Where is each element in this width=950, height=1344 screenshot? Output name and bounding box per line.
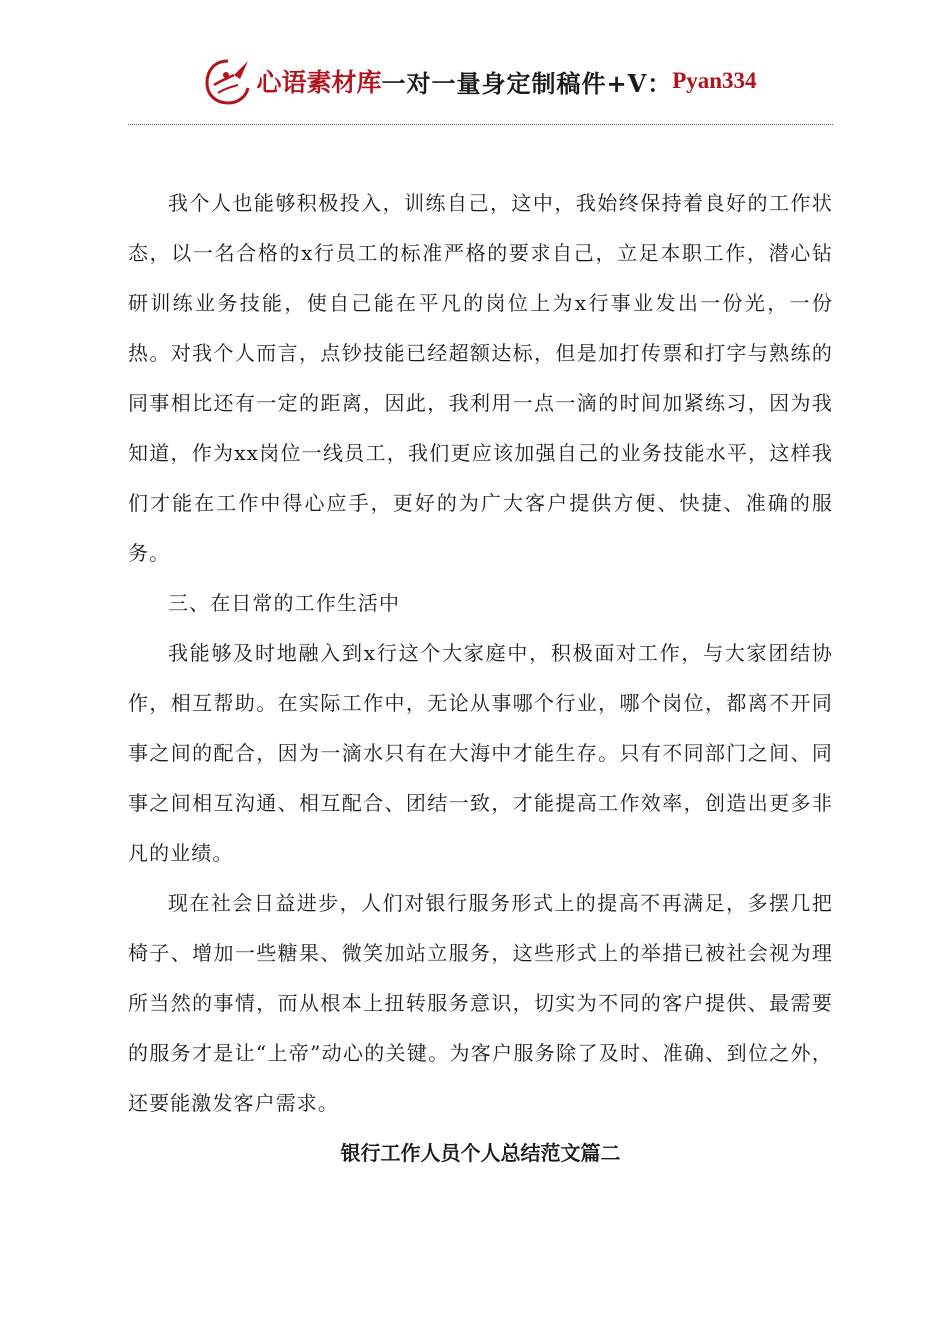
document-body [128, 178, 833, 1178]
subsection-heading: 三、在日常的工作生活中 [168, 591, 401, 615]
page-header [128, 50, 833, 112]
contact-id: Pyan334 [672, 68, 757, 93]
paragraph: 我个人也能够积极投入，训练自己，这中，我始终保持着良好的工作状态，以一名合格的x行员工的标准严格的要求自己，立足本职工作，潜心钻研训练业务技能，使自己能在平凡的岗位上为x行事业发出一份光，一份热。对我个人而言，点钞技能已经超额达标，但是加打传票和打字与熟练的同事相比还有一定的距离，因此，我利用一点一滴的时间加紧练习，因为我知道，作为xx岗位一线员工，我们更应该加强自己的业务技能水平，这样我们才能在工作中得心应手，更好的为广大客户提供方便、快捷、准确的服务。 [128, 191, 833, 565]
brand-name: 心语素材库 [256, 68, 382, 97]
header-slogan: 一对一量身定制稿件+V： [381, 68, 673, 98]
header-divider [128, 124, 833, 125]
paragraph: 现在社会日益进步，人们对银行服务形式上的提高不再满足，多摆几把椅子、增加一些糖果、微笑加站立服务，这些形式上的举措已被社会视为理所当然的事情，而从根本上扭转服务意识，切实为不同的客户提供、最需要的服务才是让“上帝”动心的关键。为客户服务除了及时、准确、到位之外，还要能激发客户需求。 [128, 891, 833, 1115]
paragraph: 我能够及时地融入到x行这个大家庭中，积极面对工作，与大家团结协作，相互帮助。在实际工作中，无论从事哪个行业，哪个岗位，都离不开同事之间的配合，因为一滴水只有在大海中才能生存。只有不同部门之间、同事之间相互沟通、相互配合、团结一致，才能提高工作效率，创造出更多非凡的业绩。 [128, 641, 833, 865]
quill-pen-icon [204, 55, 252, 107]
section-title: 银行工作人员个人总结范文篇二 [340, 1141, 621, 1165]
